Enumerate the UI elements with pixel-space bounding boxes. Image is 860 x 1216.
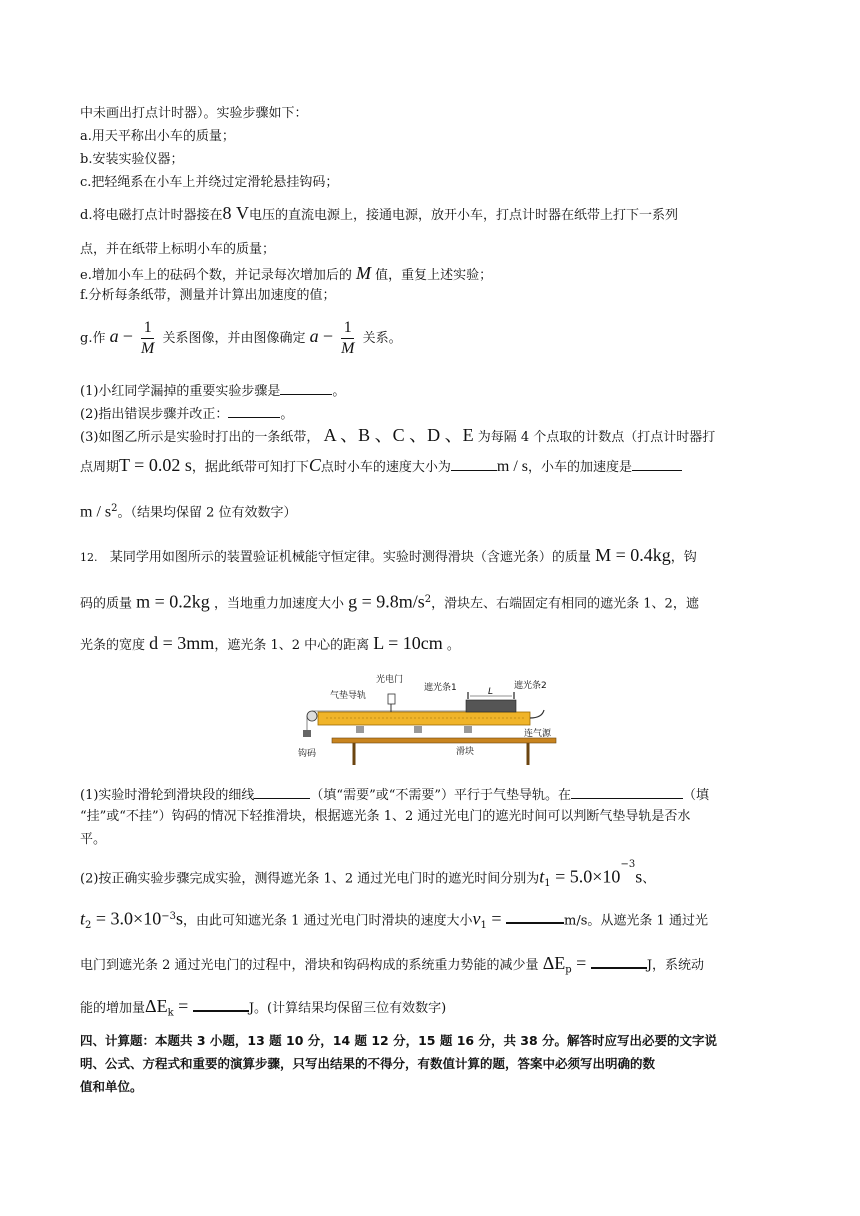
q11-sub2-blank[interactable]	[228, 403, 280, 418]
label-weight: 钩码	[298, 749, 317, 759]
label-distance: L	[488, 687, 494, 697]
q12-t1-sub: 1	[544, 877, 551, 889]
slider-block	[466, 700, 516, 712]
q11-sub3-period: T = 0.02 s	[119, 455, 192, 475]
fraction-denominator: M	[341, 340, 355, 357]
q12-v1-symbol: v	[472, 908, 481, 929]
q12-ep-sub: p	[565, 964, 572, 976]
label-photogate: 光电门	[376, 675, 404, 685]
photogate-icon	[388, 694, 395, 704]
q12-s2-text-d: m/s。从遮光条 1 通过光	[564, 913, 708, 929]
q11-sub3-points: A 、B 、C 、D 、E	[323, 425, 474, 445]
track-support-mid	[414, 726, 422, 733]
q12-s2-text-h: J。(计算结果均保留三位有效数字)	[248, 1001, 447, 1016]
q11-sub2	[80, 403, 293, 424]
q11-sub3-text-e: 点时小车的速度大小为	[320, 460, 451, 475]
q12-para-line2	[80, 591, 699, 613]
q11-step-g-fraction-2	[341, 318, 354, 359]
q12-gravity-exp: 2	[424, 594, 432, 605]
fraction-numerator: 1	[341, 318, 354, 339]
q12-t1-unit: s	[635, 866, 643, 887]
q12-text-d: ，当地重力加速度大小	[213, 596, 344, 612]
q12-s2-text-c: ，由此可知遮光条 1 通过光电门时滑块的速度大小	[182, 913, 473, 929]
q12-t1-value: = 5.0×10	[550, 866, 621, 887]
q11-step-b: b.安装实验仪器；	[80, 152, 184, 167]
q12-s1-line2: “挂”或“不挂”）钩码的情况下轻推滑块，根据遮光条 1、2 通过光电门的遮光时间可以判断气垫导轨是否水	[80, 809, 691, 824]
q11-sub3-unit-accel: m / s	[80, 503, 112, 521]
q11-step-e-var: M	[355, 263, 371, 283]
q11-step-g-fraction-1	[141, 318, 154, 359]
q12-s1-text-a: (1)实验时滑轮到滑块段的细线	[80, 788, 255, 803]
q12-t2-unit: s	[175, 908, 183, 929]
label-air-track: 气垫导轨	[330, 691, 367, 701]
q11-step-d-line2: 点，并在纸带上标明小车的质量；	[80, 242, 276, 257]
q11-sub3-accel-blank[interactable]	[632, 456, 682, 471]
q12-ep-symbol: ΔE	[542, 953, 566, 973]
q12-v1-eq: =	[486, 908, 507, 929]
q11-step-g	[80, 314, 402, 361]
q12-ek-symbol: ΔE	[145, 996, 168, 1016]
q11-sub3-point-c: C	[308, 455, 321, 475]
q11-step-e-text-a: e.增加小车上的砝码个数，并记录每次增加后的	[80, 268, 352, 283]
air-track	[318, 712, 530, 725]
q12-s2-line1	[80, 859, 656, 893]
q11-step-g-text-b: 关系图像，并由图像确定	[162, 331, 306, 346]
q12-mass-weight: m = 0.2kg	[136, 591, 210, 612]
q11-sub3-text-f: ，小车的加速度是	[528, 460, 633, 475]
q12-strip-distance: L = 10cm	[373, 633, 443, 653]
air-track-figure	[296, 672, 566, 766]
q12-ep-blank[interactable]	[591, 953, 647, 969]
q11-step-e-text-b: 值，重复上述实验；	[375, 268, 493, 283]
q12-s2-line3	[80, 953, 704, 980]
q12-v1-sub: 1	[480, 919, 487, 931]
q12-ep-eq: =	[571, 953, 591, 973]
q12-text-a: 某同学用如图所示的装置验证机械能守恒定律。实验时测得滑块（含遮光条）的质量	[109, 550, 591, 565]
q12-s1-line1	[80, 784, 709, 805]
pulley-icon	[307, 711, 317, 721]
label-strip-2: 遮光条2	[514, 681, 547, 691]
section4-line3: 值和单位。	[80, 1079, 143, 1094]
q12-t2-value: = 3.0×10	[91, 908, 162, 929]
q11-sub3-unit-velocity: m / s	[496, 458, 529, 475]
q11-step-c: c.把轻绳系在小车上并绕过定滑轮悬挂钩码；	[80, 175, 339, 190]
fraction-numerator: 1	[141, 318, 154, 339]
q11-step-g-dash-2: −	[322, 326, 333, 346]
q12-s2-text-a: (2)按正确实验步骤完成实验，测得遮光条 1、2 通过光电门时的遮光时间分别为	[80, 871, 540, 887]
q12-gravity: g = 9.8m/s	[348, 591, 425, 612]
q12-s2-text-b: 、	[642, 871, 656, 887]
label-slider: 滑块	[456, 747, 475, 757]
q11-sub3-line1	[80, 426, 715, 447]
q12-para-line1	[80, 546, 697, 567]
q12-strip-width: d = 3mm	[149, 633, 215, 653]
q12-text-h: 。	[446, 638, 460, 653]
q11-step-d-text-a: d.将电磁打点计时器接在	[80, 208, 223, 223]
q12-text-g: ，遮光条 1、2 中心的距离	[214, 638, 370, 653]
section4-line2: 明、公式、方程式和重要的演算步骤，只写出结果的不得分，有数值计算的题，答案中必须写出明确的数	[80, 1056, 656, 1071]
q11-step-a: a.用天平称出小车的质量；	[80, 129, 235, 144]
q11-step-g-text-c: 关系。	[362, 331, 402, 346]
q12-t2-exp: −3	[161, 911, 176, 922]
q11-step-g-text-a: g.作	[80, 331, 106, 346]
q12-para-line3	[80, 634, 460, 655]
q12-s2-text-g: 能的增加量	[80, 1001, 146, 1016]
q11-sub3-line3	[80, 500, 297, 522]
q12-s2-text-e: 电门到遮光条 2 通过光电门的过程中，滑块和钩码构成的系统重力势能的减少量	[80, 958, 539, 973]
label-strip-1: 遮光条1	[424, 683, 457, 693]
q11-step-d-text-b: 电压的直流电源上，接通电源，放开小车，打点计时器在纸带上打下一系列	[248, 208, 678, 223]
q11-step-e	[80, 264, 492, 285]
fraction-denominator: M	[141, 340, 155, 357]
q12-t2-symbol: t	[80, 908, 86, 929]
q12-v1-blank[interactable]	[506, 908, 564, 924]
track-support-right	[464, 726, 472, 733]
q11-sub3-line2	[80, 456, 682, 477]
table-top	[332, 738, 556, 743]
q12-ek-eq: =	[173, 996, 193, 1016]
q11-sub3-text-b: 为每隔 4 个点取的计数点（打点计时器打	[477, 430, 716, 445]
q12-t2-sub: 2	[85, 919, 92, 931]
q11-sub1-blank[interactable]	[280, 380, 332, 395]
q12-s1-blank-1[interactable]	[254, 784, 310, 799]
q11-sub1-text: (1)小红同学漏掉的重要实验步骤是	[80, 384, 281, 399]
q12-t1-exp: −3	[620, 859, 636, 870]
label-air-source: 连气源	[524, 729, 552, 739]
q11-step-g-a-var-2: a	[309, 326, 319, 346]
q12-mass-slider: M = 0.4kg	[595, 545, 671, 565]
q11-step-g-dash-1: −	[122, 326, 133, 346]
q12-ek-blank[interactable]	[193, 996, 249, 1012]
q12-text-e: ，滑块左、右端固定有相同的遮光条 1、2，遮	[431, 596, 699, 612]
q11-sub3-velocity-blank[interactable]	[451, 456, 497, 471]
q11-sub3-unit-accel-exp: 2	[111, 503, 118, 514]
q11-step-d-voltage: 8 V	[222, 203, 249, 223]
q12-number: 12.	[80, 551, 98, 564]
q12-s1-text-c: （填	[683, 788, 710, 803]
q11-intro: 中未画出打点计时器）。实验步骤如下：	[80, 106, 308, 121]
q12-ek-sub: k	[167, 1007, 174, 1019]
q12-s1-line3: 平。	[80, 832, 107, 847]
air-hose	[530, 710, 544, 718]
q11-sub2-text: (2)指出错误步骤并改正：	[80, 407, 229, 422]
q12-text-f: 光条的宽度	[80, 638, 146, 653]
q11-sub1	[80, 380, 345, 401]
q12-s1-text-b: （填“需要”或“不需要”）平行于气垫导轨。在	[310, 788, 572, 803]
q11-sub3-text-c: 点周期	[80, 460, 120, 475]
q11-step-f: f.分析每条纸带，测量并计算出加速度的值；	[80, 288, 336, 303]
q12-s2-text-f: J，系统动	[646, 958, 705, 973]
q11-sub3-text-d: ，据此纸带可知打下	[191, 460, 309, 475]
q12-s1-blank-2[interactable]	[571, 784, 683, 799]
q12-text-b: ，钩	[670, 550, 697, 565]
q11-sub3-text-g: 。（结果均保留 2 位有效数字）	[117, 505, 297, 521]
q11-sub1-end: 。	[332, 384, 346, 399]
q11-sub2-end: 。	[280, 407, 294, 422]
section4-line1: 四、计算题：本题共 3 小题，13 题 10 分，14 题 12 分，15 题 16 分，共 38 分。解答时应写出必要的文字说	[80, 1033, 718, 1048]
q12-t1-symbol: t	[539, 866, 545, 887]
q11-step-g-a-var-1: a	[109, 326, 119, 346]
weight-icon	[303, 730, 311, 737]
q12-s2-line4	[80, 996, 446, 1023]
q11-step-d-line1	[80, 204, 678, 225]
q11-sub3-text-a: (3)如图乙所示是实验时打出的一条纸带，	[80, 430, 320, 445]
track-support-left	[356, 726, 364, 733]
q12-s2-line2	[80, 908, 708, 935]
q12-text-c: 码的质量	[80, 596, 133, 612]
